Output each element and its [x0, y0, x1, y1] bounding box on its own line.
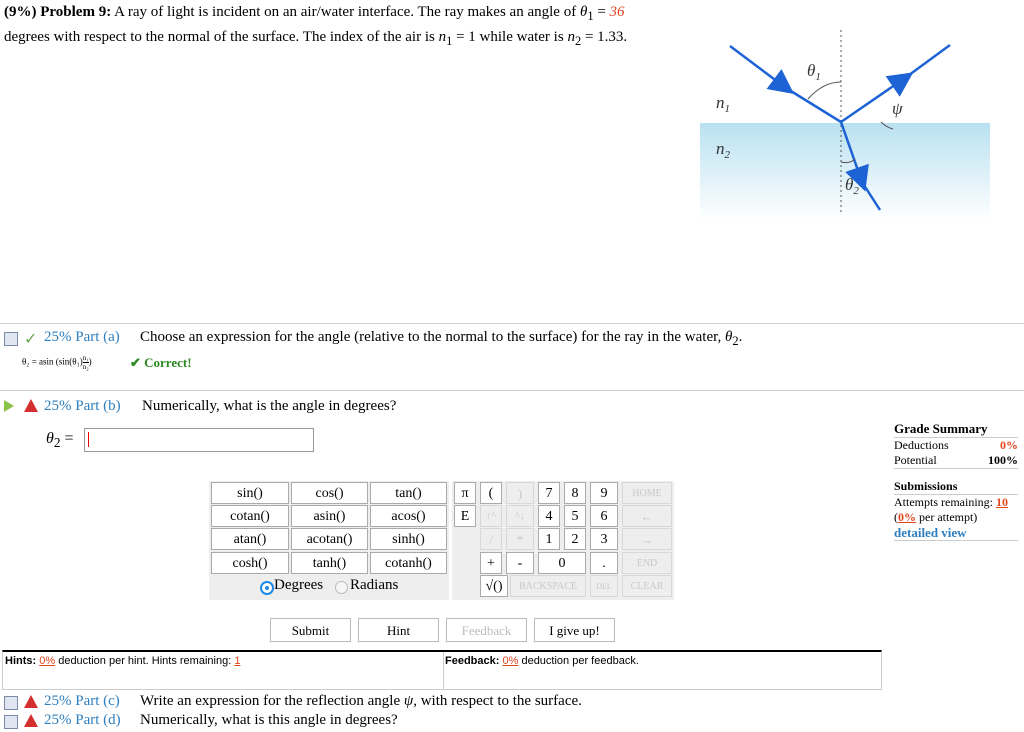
func-key-cos[interactable]: cos() [291, 482, 368, 504]
minus-key[interactable]: - [506, 552, 534, 574]
part-d-percent: 25% Part (d) [44, 712, 121, 728]
n1-value: = 1 while water is [456, 29, 564, 45]
multiply-key[interactable]: * [506, 528, 534, 550]
right-arrow-key[interactable]: → [622, 528, 672, 550]
water-region [700, 123, 990, 220]
backspace-key[interactable]: BACKSPACE [510, 575, 586, 597]
radians-radio[interactable] [335, 581, 348, 594]
warning-icon [24, 714, 38, 727]
key-0[interactable]: 0 [538, 552, 586, 574]
hints-remaining: 1 [234, 655, 241, 667]
decimal-key[interactable]: . [590, 552, 618, 574]
part-a-text: Choose an expression for the angle (relative to the normal to the surface) for the ray in the water, $\theta_2$. [140, 329, 743, 348]
divider [0, 323, 1024, 324]
check-icon: ✓ [24, 331, 38, 348]
warning-icon [24, 695, 38, 708]
collapse-icon[interactable] [4, 332, 18, 346]
per-attempt-row: (0% per attempt) [894, 510, 978, 524]
divider [0, 390, 1024, 391]
hints-info: Hints: 0% deduction per hint. Hints remaining: 1 [5, 655, 241, 667]
theta1-arc [808, 82, 841, 99]
part-c-text: Write an expression for the reflection angle ψ, with respect to the surface. [140, 693, 582, 709]
incident-ray-arrow [730, 46, 786, 88]
down-key[interactable]: ^↓ [506, 505, 534, 527]
fig-n2: $n_2$ [716, 139, 730, 161]
key-2[interactable]: 2 [564, 528, 586, 550]
feedback-button[interactable]: Feedback [446, 618, 527, 642]
warning-icon [24, 399, 38, 412]
problem-label: (9%) Problem 9: [4, 4, 112, 20]
problem-text-2: degrees with respect to the normal of the surface. The index of the air is [4, 29, 435, 45]
fig-psi: ψ [892, 99, 903, 118]
degrees-radio[interactable] [260, 581, 274, 595]
lparen-key[interactable]: ( [480, 482, 502, 504]
left-arrow-key[interactable]: ← [622, 505, 672, 527]
collapse-icon[interactable] [4, 696, 18, 710]
e-key[interactable]: E [454, 505, 476, 527]
submissions-title: Submissions [894, 479, 1018, 495]
func-key-atan[interactable]: atan() [211, 528, 289, 550]
part-b-text: Numerically, what is the angle in degrees? [142, 398, 397, 414]
key-7[interactable]: 7 [538, 482, 560, 504]
feedback-pct: 0% [502, 655, 519, 667]
hint-pct: 0% [39, 655, 56, 667]
func-key-sin[interactable]: sin() [211, 482, 289, 504]
n1-symbol: n [438, 29, 447, 45]
hint-button[interactable]: Hint [358, 618, 439, 642]
func-key-sinh[interactable]: sinh() [370, 528, 447, 550]
fig-theta1: $\theta_1$ [807, 61, 821, 83]
panel-divider [443, 652, 444, 690]
end-key[interactable]: END [622, 552, 672, 574]
key-9[interactable]: 9 [590, 482, 618, 504]
n1-sub: 1 [446, 34, 453, 48]
theta1-sub: 1 [587, 9, 594, 23]
func-key-cotanh[interactable]: cotanh() [370, 552, 447, 574]
reflected-ray [905, 45, 950, 78]
func-key-cotan[interactable]: cotan() [211, 505, 289, 527]
part-c-percent: 25% Part (c) [44, 693, 120, 709]
key-5[interactable]: 5 [564, 505, 586, 527]
func-key-acos[interactable]: acos() [370, 505, 447, 527]
grade-summary-title: Grade Summary [894, 421, 1018, 438]
problem-text-1: A ray of light is incident on an air/water interface. The ray makes an angle of [114, 4, 577, 20]
part-d-text: Numerically, what is this angle in degrees? [140, 712, 398, 728]
n2-value: = 1.33. [584, 29, 628, 45]
n2-sub: 2 [574, 34, 582, 48]
collapse-icon[interactable] [4, 715, 18, 729]
fig-n1: $n_1$ [716, 93, 730, 115]
clear-key[interactable]: CLEAR [622, 575, 672, 597]
potential-row: Potential 100% [894, 453, 1018, 467]
rparen-key[interactable]: ) [506, 482, 534, 504]
func-key-tan[interactable]: tan() [370, 482, 447, 504]
pi-key[interactable]: π [454, 482, 476, 504]
angle-value: 36 [609, 4, 625, 20]
input-label: $\theta_2$ = [46, 430, 74, 451]
part-a-percent: 25% Part (a) [44, 329, 120, 345]
key-1[interactable]: 1 [538, 528, 560, 550]
equals: = [597, 4, 606, 20]
del-key[interactable]: DEL [590, 575, 618, 597]
detailed-view-link[interactable]: detailed view [894, 525, 1018, 541]
refraction-figure [690, 30, 1000, 220]
radians-label: Radians [350, 577, 399, 593]
part-a-answer: θ₂ = asin (sin(θ₁) $\frac{\text{n₁}}{\text{n₂}}$ ) [22, 354, 92, 371]
func-key-cosh[interactable]: cosh() [211, 552, 289, 574]
key-4[interactable]: 4 [538, 505, 560, 527]
answer-input[interactable] [84, 428, 314, 452]
part-b-percent: 25% Part (b) [44, 398, 121, 414]
divide-key[interactable]: / [480, 528, 502, 550]
problem-statement [4, 2, 644, 52]
fig-theta2: $\theta_2$ [845, 175, 859, 197]
theta1-symbol: θ [579, 4, 588, 20]
degrees-label: Degrees [274, 577, 324, 593]
sqrt-key[interactable]: √() [480, 575, 508, 597]
correct-status: ✔ Correct! [130, 355, 192, 370]
give-up-button[interactable]: I give up! [534, 618, 615, 642]
func-key-acotan[interactable]: acotan() [291, 528, 368, 550]
attempts-row: Attempts remaining: 10 [894, 495, 1008, 509]
key-6[interactable]: 6 [590, 505, 618, 527]
feedback-info: Feedback: 0% deduction per feedback. [445, 655, 639, 667]
plus-key[interactable]: + [480, 552, 502, 574]
answer-expression: θ₂ = asin (sin(θ₁) [22, 356, 83, 367]
grade-summary [894, 421, 1018, 541]
key-8[interactable]: 8 [564, 482, 586, 504]
home-key[interactable]: HOME [622, 482, 672, 504]
key-3[interactable]: 3 [590, 528, 618, 550]
play-icon[interactable] [4, 400, 14, 412]
func-key-tanh[interactable]: tanh() [291, 552, 368, 574]
answer-fraction: $\frac{\text{n₁}}{\text{n₂}}$ [82, 354, 89, 371]
up-key[interactable]: ↑^ [480, 505, 502, 527]
submit-button[interactable]: Submit [270, 618, 351, 642]
text-caret [88, 432, 89, 447]
deductions-row: Deductions 0% [894, 438, 1018, 452]
n2-symbol: n [567, 29, 575, 45]
func-key-asin[interactable]: asin() [291, 505, 368, 527]
